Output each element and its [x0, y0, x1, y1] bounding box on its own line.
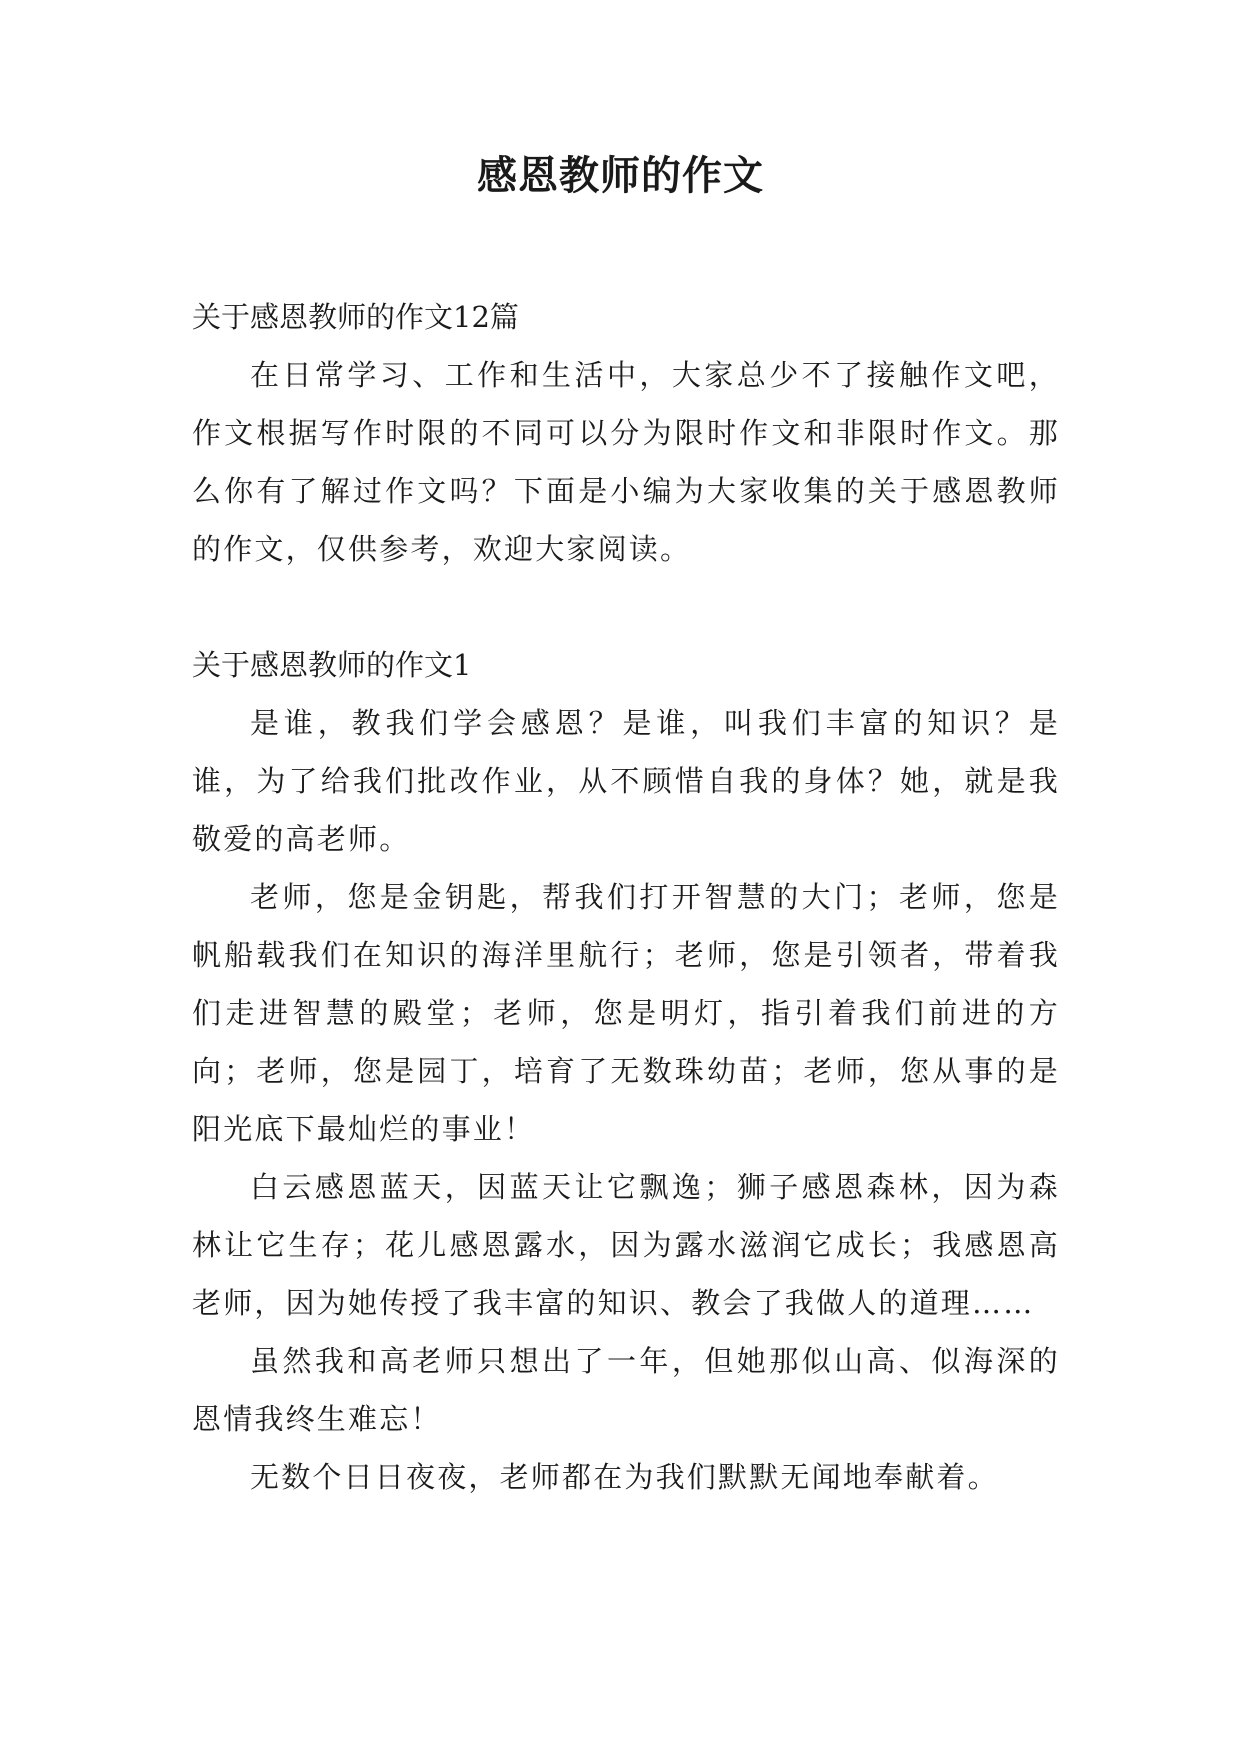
document-body [192, 288, 1060, 1506]
section-spacer [192, 578, 1060, 636]
essay-1-paragraph: 无数个日日夜夜，老师都在为我们默默无闻地奉献着。 [250, 1460, 999, 1494]
intro-heading: 关于感恩教师的作文12篇 [192, 300, 519, 334]
essay-1-paragraph: 虽然我和高老师只想出了一年，但她那似山高、似海深的恩情我终生难忘！ [192, 1344, 1060, 1436]
essay-1-paragraph: 白云感恩蓝天，因蓝天让它飘逸；狮子感恩森林，因为森林让它生存；花儿感恩露水，因为露水滋润它成长；我感恩高老师，因为她传授了我丰富的知识、教会了我做人的道理…… [192, 1170, 1060, 1320]
essay-1-paragraph: 是谁，教我们学会感恩？是谁，叫我们丰富的知识？是谁，为了给我们批改作业，从不顾惜自我的身体？她，就是我敬爱的高老师。 [192, 706, 1060, 856]
essay-1-heading: 关于感恩教师的作文1 [192, 648, 472, 682]
intro-paragraph: 在日常学习、工作和生活中，大家总少不了接触作文吧，作文根据写作时限的不同可以分为限时作文和非限时作文。那么你有了解过作文吗？下面是小编为大家收集的关于感恩教师的作文，仅供参考，欢迎大家阅读。 [192, 358, 1060, 566]
essay-1-paragraph: 老师，您是金钥匙，帮我们打开智慧的大门；老师，您是帆船载我们在知识的海洋里航行；老师，您是引领者，带着我们走进智慧的殿堂；老师，您是明灯，指引着我们前进的方向；老师，您是园丁，培育了无数珠幼苗；老师，您从事的是阳光底下最灿烂的事业！ [192, 880, 1060, 1146]
document-title: 感恩教师的作文 [477, 152, 764, 199]
